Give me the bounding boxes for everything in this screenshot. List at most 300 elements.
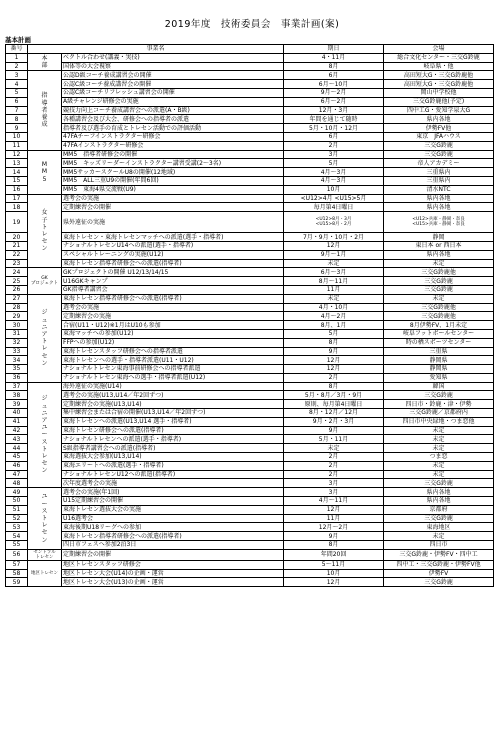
row-number: 40 bbox=[6, 409, 28, 418]
event-venue: 帝人アカデミー bbox=[384, 159, 494, 168]
event-venue: 三交G鈴鹿他 bbox=[384, 268, 494, 277]
event-name: MM5サッカースクールU8の開催(12地域) bbox=[62, 168, 284, 177]
table-row bbox=[6, 549, 494, 560]
row-number: 13 bbox=[6, 159, 28, 168]
table-header-row bbox=[6, 45, 494, 54]
row-number: 43 bbox=[6, 435, 28, 444]
table-row bbox=[6, 241, 494, 250]
table-row bbox=[6, 523, 494, 532]
row-number: 5 bbox=[6, 88, 28, 97]
row-number: 34 bbox=[6, 356, 28, 365]
group-label-text: トレセン bbox=[35, 554, 54, 560]
event-venue: 静岡 bbox=[384, 233, 494, 242]
row-number: 53 bbox=[6, 523, 28, 532]
event-venue: 岐阜県・他 bbox=[384, 62, 494, 71]
table-row bbox=[6, 532, 494, 541]
table-row bbox=[6, 453, 494, 462]
event-venue: 県内各地 bbox=[384, 194, 494, 203]
event-name: ベクトル合わせ(講義・実技) bbox=[62, 53, 284, 62]
event-venue: 三重県内 bbox=[384, 176, 494, 185]
event-name: 東海マッチへの参加(U12) bbox=[62, 329, 284, 338]
event-venue: 伊勢FV他 bbox=[384, 124, 494, 133]
row-number: 48 bbox=[6, 479, 28, 488]
table-row bbox=[6, 250, 494, 259]
event-name: 公認C級コーチリフレッシュ講習会の開催 bbox=[62, 88, 284, 97]
table-row bbox=[6, 203, 494, 212]
table-row bbox=[6, 97, 494, 106]
event-name: 東海トレセンスタッフ研修会への指導者派遣 bbox=[62, 347, 284, 356]
event-date: 未定 bbox=[284, 259, 384, 268]
row-number: 57 bbox=[6, 560, 28, 569]
row-number: 1 bbox=[6, 53, 28, 62]
event-venue: 韓国 bbox=[384, 382, 494, 391]
row-number: 24 bbox=[6, 268, 28, 277]
row-number: 36 bbox=[6, 373, 28, 382]
event-date: 4月～3月 bbox=[284, 168, 384, 177]
event-date: 4月・10月 bbox=[284, 303, 384, 312]
row-number: 47 bbox=[6, 470, 28, 479]
event-date: 10月 bbox=[284, 569, 384, 578]
table-row bbox=[6, 488, 494, 497]
event-date: 9月～2月 bbox=[284, 88, 384, 97]
row-number: 3 bbox=[6, 71, 28, 80]
event-name: S級指導者講習会への派遣(指導者) bbox=[62, 444, 284, 453]
group-label-text: 本部 bbox=[41, 54, 48, 70]
row-number: 26 bbox=[6, 285, 28, 294]
event-venue: 未定 bbox=[384, 426, 494, 435]
event-name: ナショナルトレセン東海事前研修会への指導者派遣 bbox=[62, 365, 284, 374]
event-date: 5月 bbox=[284, 159, 384, 168]
row-number: 20 bbox=[6, 233, 28, 242]
event-venue: 四日市・鈴鹿・津・伊勢 bbox=[384, 400, 494, 409]
event-name: 東海トレセン・東海トレセンマッチへの派遣(選手・指導者) bbox=[62, 233, 284, 242]
event-date: 12月～2月 bbox=[284, 523, 384, 532]
event-date: 3月 bbox=[284, 150, 384, 159]
event-name: 定期練習会の実施(U13,U14) bbox=[62, 400, 284, 409]
event-venue: 時の栖スポーツセンター bbox=[384, 338, 494, 347]
event-name: ナショナルトレセンU12への派遣(指導者) bbox=[62, 470, 284, 479]
table-row bbox=[6, 277, 494, 286]
row-number: 22 bbox=[6, 250, 28, 259]
event-venue: 四中工G・愛知学泉大G bbox=[384, 106, 494, 115]
event-name: 選考会の実施 bbox=[62, 194, 284, 203]
event-venue: 三重県内 bbox=[384, 168, 494, 177]
table-row bbox=[6, 426, 494, 435]
event-name: A級チャレンジ研修会の実施 bbox=[62, 97, 284, 106]
event-date: 2月 bbox=[284, 373, 384, 382]
event-date-line: <U12>8月・3月 bbox=[315, 217, 352, 223]
event-date: 5月・10月・12月 bbox=[284, 124, 384, 133]
event-name: 東海トレセン選抜大会の実施 bbox=[62, 505, 284, 514]
event-name: 定期練習会の開催 bbox=[62, 549, 284, 560]
event-venue: 未定 bbox=[384, 461, 494, 470]
row-number: 16 bbox=[6, 185, 28, 194]
group-label bbox=[28, 268, 62, 294]
table-row bbox=[6, 141, 494, 150]
row-number: 15 bbox=[6, 176, 28, 185]
event-date: 12月 bbox=[284, 365, 384, 374]
event-name: FFPへの参加(U12) bbox=[62, 338, 284, 347]
table-row bbox=[6, 497, 494, 506]
event-name: 合宿(U11・U12)※1月はU10も参加 bbox=[62, 321, 284, 330]
row-number: 45 bbox=[6, 453, 28, 462]
row-number: 19 bbox=[6, 212, 28, 233]
row-number: 59 bbox=[6, 578, 28, 587]
event-date: 原則、毎月第4日曜日 bbox=[284, 400, 384, 409]
row-number: 28 bbox=[6, 303, 28, 312]
event-date: 11月 bbox=[284, 514, 384, 523]
event-venue: 高田短大G・三交G鈴鹿他 bbox=[384, 71, 494, 80]
event-name: 選考会の実施 bbox=[62, 303, 284, 312]
group-label bbox=[28, 294, 62, 382]
table-row bbox=[6, 338, 494, 347]
event-date: 12月・3月 bbox=[284, 106, 384, 115]
event-venue: 三交G鈴鹿 bbox=[384, 141, 494, 150]
page-title: 2019年度 技術委員会 事業計画(案) bbox=[164, 19, 340, 30]
group-label-text: GK bbox=[41, 276, 48, 282]
event-date: 4月～11月 bbox=[284, 497, 384, 506]
header-name: 事業名 bbox=[28, 45, 284, 54]
table-row bbox=[6, 176, 494, 185]
table-row bbox=[6, 321, 494, 330]
event-venue: 三交G鈴鹿 bbox=[384, 514, 494, 523]
event-name: 東海トレセン研修会への派遣(指導者) bbox=[62, 426, 284, 435]
event-name: 東海選抜大会参加(U13,U14) bbox=[62, 453, 284, 462]
table-row bbox=[6, 417, 494, 426]
event-name: GKプロジェクトの開催 U12/13/14/15 bbox=[62, 268, 284, 277]
table-row bbox=[6, 303, 494, 312]
table-row bbox=[6, 514, 494, 523]
row-number: 33 bbox=[6, 347, 28, 356]
table-row bbox=[6, 168, 494, 177]
event-name: MM5 指導者研修会の開催 bbox=[62, 150, 284, 159]
table-row bbox=[6, 347, 494, 356]
event-venue: 三交G鈴鹿 bbox=[384, 277, 494, 286]
event-name: 東海トレセン指導者研修会への派遣(指導者) bbox=[62, 294, 284, 303]
event-date: 9月 bbox=[284, 426, 384, 435]
plan-table bbox=[5, 44, 494, 587]
event-name: 集中練習会または合宿の開催(U13,U14／年2回ずつ) bbox=[62, 409, 284, 418]
event-venue: 四日市 bbox=[384, 541, 494, 550]
event-venue: 東京 JFAハウス bbox=[384, 132, 494, 141]
event-date: 12月 bbox=[284, 505, 384, 514]
event-venue: 未定 bbox=[384, 444, 494, 453]
event-date: 5～11月 bbox=[284, 560, 384, 569]
row-number: 2 bbox=[6, 62, 28, 71]
table-row bbox=[6, 479, 494, 488]
row-number: 8 bbox=[6, 115, 28, 124]
group-label bbox=[28, 150, 62, 194]
event-venue: 伊勢FV bbox=[384, 569, 494, 578]
event-date: 4月～2月 bbox=[284, 312, 384, 321]
row-number: 56 bbox=[6, 549, 28, 560]
event-date: 5月・11月 bbox=[284, 435, 384, 444]
event-venue bbox=[384, 212, 494, 233]
event-name: GK指導者講習会 bbox=[62, 285, 284, 294]
event-date: 8月 bbox=[284, 382, 384, 391]
event-date: 12月 bbox=[284, 356, 384, 365]
header-date: 期日 bbox=[284, 45, 384, 54]
table-row bbox=[6, 444, 494, 453]
event-date: 12月 bbox=[284, 578, 384, 587]
event-name: 公認C級コーチ養成講習会の開催 bbox=[62, 80, 284, 89]
table-row bbox=[6, 285, 494, 294]
row-number: 55 bbox=[6, 541, 28, 550]
event-name: MM5 ALL三重U9の開催(年間6回) bbox=[62, 176, 284, 185]
event-date: 5月 bbox=[284, 329, 384, 338]
event-venue: 三交G鈴鹿 bbox=[384, 391, 494, 400]
group-label bbox=[28, 488, 62, 550]
row-number: 29 bbox=[6, 312, 28, 321]
event-venue: 清水NTC bbox=[384, 185, 494, 194]
event-date: 9月 bbox=[284, 347, 384, 356]
event-name: 選考会の実施(U13,U14／年2回ずつ) bbox=[62, 391, 284, 400]
table-row bbox=[6, 268, 494, 277]
row-number: 21 bbox=[6, 241, 28, 250]
event-date: <U12>4月 <U15>5月 bbox=[284, 194, 384, 203]
event-name: 地区トレセンスタッフ研修会 bbox=[62, 560, 284, 569]
row-number: 6 bbox=[6, 97, 28, 106]
group-label-text: 女子トレセン bbox=[41, 209, 48, 253]
table-row bbox=[6, 400, 494, 409]
table-row bbox=[6, 365, 494, 374]
table-row bbox=[6, 212, 494, 233]
event-venue: 県内各地 bbox=[384, 488, 494, 497]
table-row bbox=[6, 560, 494, 569]
table-row bbox=[6, 382, 494, 391]
event-venue: 愛知県 bbox=[384, 373, 494, 382]
table-row bbox=[6, 150, 494, 159]
event-date: 9月・2月・3月 bbox=[284, 417, 384, 426]
event-venue: 静岡県 bbox=[384, 365, 494, 374]
event-venue: 未定 bbox=[384, 532, 494, 541]
event-date: 年間を通じて随時 bbox=[284, 115, 384, 124]
table-row bbox=[6, 124, 494, 133]
event-name: 海外遠征の実施(U14) bbox=[62, 382, 284, 391]
event-date: 毎月第4日曜日 bbox=[284, 203, 384, 212]
row-number: 11 bbox=[6, 141, 28, 150]
event-date: 12月 bbox=[284, 241, 384, 250]
table-row bbox=[6, 373, 494, 382]
event-date: 6月 bbox=[284, 132, 384, 141]
event-venue: 三交G鈴鹿・伊勢FV・四中工 bbox=[384, 549, 494, 560]
table-row bbox=[6, 329, 494, 338]
event-date: 8月 bbox=[284, 541, 384, 550]
event-name: U15定期練習会の開催 bbox=[62, 497, 284, 506]
event-name: 東海トレセンへの派遣(U13,U14 選手・指導者) bbox=[62, 417, 284, 426]
event-date bbox=[284, 212, 384, 233]
table-row bbox=[6, 159, 494, 168]
event-name: ナショナルトレセンU14への派遣(選手・指導者) bbox=[62, 241, 284, 250]
row-number: 42 bbox=[6, 426, 28, 435]
event-name: MM5 キッズリーダーインストラクター講習受講(2～3名) bbox=[62, 159, 284, 168]
row-number: 18 bbox=[6, 203, 28, 212]
event-name: MM5 東海4県交流戦(U9) bbox=[62, 185, 284, 194]
row-number: 51 bbox=[6, 505, 28, 514]
event-date: 3月 bbox=[284, 488, 384, 497]
event-date: 6月 bbox=[284, 71, 384, 80]
group-label bbox=[28, 549, 62, 560]
event-venue: 三交G鈴鹿／京都府内 bbox=[384, 409, 494, 418]
group-label-text: ジュニアトレセン bbox=[41, 309, 48, 367]
event-date: 2月 bbox=[284, 453, 384, 462]
group-label bbox=[28, 194, 62, 268]
group-label-text: ジュニアユーストレセン bbox=[41, 395, 48, 475]
event-name: 地区トレセン大会(U14)の企画・運営 bbox=[62, 569, 284, 578]
event-venue: 未定 bbox=[384, 294, 494, 303]
event-venue: 三交G鈴鹿他 bbox=[384, 312, 494, 321]
event-venue: 静岡県 bbox=[384, 356, 494, 365]
event-date: 8月 bbox=[284, 62, 384, 71]
event-name: 選考会の実施(年1回) bbox=[62, 488, 284, 497]
event-date: 9月～1月 bbox=[284, 250, 384, 259]
event-venue: つま恋 bbox=[384, 453, 494, 462]
event-name: 次年度選考会の実施 bbox=[62, 479, 284, 488]
row-number: 12 bbox=[6, 150, 28, 159]
event-date: 8月～11月 bbox=[284, 277, 384, 286]
event-venue-line: <U12>兵庫・静岡・奈良 bbox=[412, 217, 465, 223]
table-row bbox=[6, 409, 494, 418]
event-date: 2月 bbox=[284, 470, 384, 479]
event-name: ナショナルトレセンへの派遣(選手・指導者) bbox=[62, 435, 284, 444]
event-date: 6月～2月 bbox=[284, 97, 384, 106]
event-name: 定期練習会の開催 bbox=[62, 203, 284, 212]
row-number: 35 bbox=[6, 365, 28, 374]
group-label bbox=[28, 71, 62, 150]
table-row bbox=[6, 115, 494, 124]
event-date-line: <U15>8月・2月 bbox=[315, 222, 352, 228]
table-row bbox=[6, 62, 494, 71]
event-name: 国体等の大会視察 bbox=[62, 62, 284, 71]
group-label-text: セントラル bbox=[33, 549, 56, 555]
row-number: 39 bbox=[6, 400, 28, 409]
table-row bbox=[6, 391, 494, 400]
group-label bbox=[28, 382, 62, 488]
event-venue: 8月伊勢FV、1月未定 bbox=[384, 321, 494, 330]
event-name: 東海トレセン指導者研修会への派遣(指導者) bbox=[62, 532, 284, 541]
row-number: 50 bbox=[6, 497, 28, 506]
event-venue: 三交G鈴鹿 bbox=[384, 285, 494, 294]
table-row bbox=[6, 233, 494, 242]
event-name: 競技力向上コーチ養成講習会への派遣(A・B級) bbox=[62, 106, 284, 115]
event-name: 東海エリートへの派遣(選手・指導者) bbox=[62, 461, 284, 470]
event-date: 2月 bbox=[284, 141, 384, 150]
event-name: 四日市フェスへ参加2泊3日 bbox=[62, 541, 284, 550]
table-row bbox=[6, 185, 494, 194]
row-number: 10 bbox=[6, 132, 28, 141]
event-venue: 四中工・三交G鈴鹿・伊勢FV他 bbox=[384, 560, 494, 569]
event-name: 県外遠征の実施 bbox=[62, 212, 284, 233]
row-number: 52 bbox=[6, 514, 28, 523]
row-number: 23 bbox=[6, 259, 28, 268]
table-row bbox=[6, 106, 494, 115]
event-name: 各種講習会及び大会、研修会への指導者の派遣 bbox=[62, 115, 284, 124]
row-number: 30 bbox=[6, 321, 28, 330]
table-row bbox=[6, 578, 494, 587]
event-name: ナショナルトレセン東海への選手・指導者派遣(U12) bbox=[62, 373, 284, 382]
event-date: 未定 bbox=[284, 444, 384, 453]
event-venue: 岐阜フットボールセンター bbox=[384, 329, 494, 338]
row-number: 14 bbox=[6, 168, 28, 177]
row-number: 38 bbox=[6, 391, 28, 400]
event-date: 4月～3月 bbox=[284, 176, 384, 185]
row-number: 17 bbox=[6, 194, 28, 203]
event-name: 公認D級コーチ養成講習会の開催 bbox=[62, 71, 284, 80]
row-number: 9 bbox=[6, 124, 28, 133]
event-venue: 高田短大G・三交G鈴鹿他 bbox=[384, 80, 494, 89]
event-name: スペシャルトレーニングの実施(U12) bbox=[62, 250, 284, 259]
row-number: 27 bbox=[6, 294, 28, 303]
event-date: 8月、1月 bbox=[284, 321, 384, 330]
event-name: 指導者及び選手の育成とトレセン活動での評価活動 bbox=[62, 124, 284, 133]
event-venue: 三交G鈴鹿 bbox=[384, 479, 494, 488]
event-venue: 県内各地 bbox=[384, 115, 494, 124]
event-name: 47FAチーフインストラクター研修会 bbox=[62, 132, 284, 141]
row-number: 32 bbox=[6, 338, 28, 347]
table-row bbox=[6, 461, 494, 470]
event-venue: 三交G鈴鹿 bbox=[384, 150, 494, 159]
table-row bbox=[6, 541, 494, 550]
event-venue: 三交G鈴鹿他 bbox=[384, 303, 494, 312]
event-venue: 東海地区 bbox=[384, 523, 494, 532]
event-date: 8月 bbox=[284, 338, 384, 347]
row-number: 4 bbox=[6, 80, 28, 89]
table-row bbox=[6, 505, 494, 514]
table-row bbox=[6, 356, 494, 365]
table-row bbox=[6, 312, 494, 321]
row-number: 31 bbox=[6, 329, 28, 338]
event-date: 7月・9月・10月・2月 bbox=[284, 233, 384, 242]
header-no: 番号 bbox=[6, 45, 28, 54]
event-date: 2月 bbox=[284, 461, 384, 470]
event-venue-line: <U15>兵庫・静岡・奈良 bbox=[412, 222, 465, 228]
event-venue: 三重県 bbox=[384, 347, 494, 356]
table-row bbox=[6, 470, 494, 479]
row-number: 49 bbox=[6, 488, 28, 497]
section-label: 基本計画 bbox=[5, 36, 31, 44]
event-name: 47FAインストラクター研修会 bbox=[62, 141, 284, 150]
event-date: 3月 bbox=[284, 479, 384, 488]
event-date: 5月・8月／3月・9月 bbox=[284, 391, 384, 400]
event-venue: 三交G鈴鹿他(予定) bbox=[384, 97, 494, 106]
row-number: 41 bbox=[6, 417, 28, 426]
event-date: 11月 bbox=[284, 285, 384, 294]
event-name: U16GKキャンプ bbox=[62, 277, 284, 286]
table-row bbox=[6, 259, 494, 268]
event-venue: 未定 bbox=[384, 470, 494, 479]
row-number: 54 bbox=[6, 532, 28, 541]
event-venue: 京都府 bbox=[384, 505, 494, 514]
table-row bbox=[6, 88, 494, 97]
event-name: U16選考会 bbox=[62, 514, 284, 523]
event-venue: 未定 bbox=[384, 435, 494, 444]
event-venue: 四日市中央緑地・つま恋他 bbox=[384, 417, 494, 426]
event-date: 年間20回 bbox=[284, 549, 384, 560]
event-name: 東海後期U18リーグへの参加 bbox=[62, 523, 284, 532]
table-row bbox=[6, 194, 494, 203]
event-name: 地区トレセン大会(U13)の企画・運営 bbox=[62, 578, 284, 587]
event-venue: 県内各地 bbox=[384, 250, 494, 259]
table-row bbox=[6, 132, 494, 141]
row-number: 37 bbox=[6, 382, 28, 391]
event-name: 東海トレセンへの選手・指導者派遣(U11・U12) bbox=[62, 356, 284, 365]
event-date: 9月 bbox=[284, 532, 384, 541]
event-venue: 県内各地 bbox=[384, 497, 494, 506]
event-venue: 未定 bbox=[384, 259, 494, 268]
event-date: 6月～10月 bbox=[284, 80, 384, 89]
group-label-text: 指導者養成 bbox=[41, 92, 48, 129]
event-date: 6月～3月 bbox=[284, 268, 384, 277]
